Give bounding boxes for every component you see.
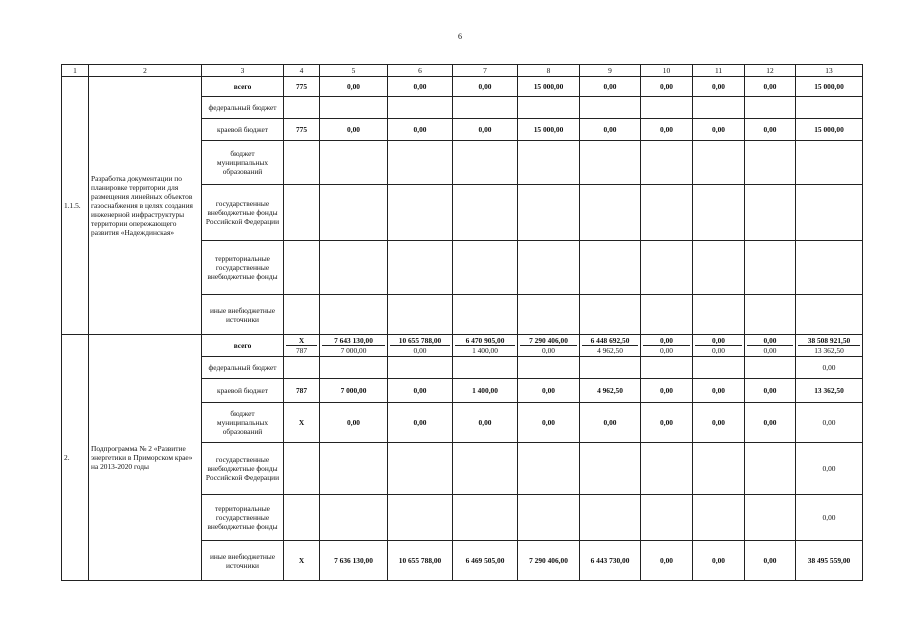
value-cell — [693, 443, 745, 495]
value-cell: 0,00 — [796, 357, 863, 379]
value-cell — [745, 141, 796, 185]
value-cell — [641, 443, 693, 495]
value-cell-split — [745, 335, 796, 357]
value-cell — [320, 443, 388, 495]
value-cell — [693, 241, 745, 295]
value-cell — [518, 357, 580, 379]
value-cell — [518, 185, 580, 241]
value-cell: 0,00 — [388, 119, 453, 141]
value-cell: 0,00 — [693, 119, 745, 141]
value-cell: 0,00 — [388, 77, 453, 97]
value-cell — [518, 443, 580, 495]
value-cell — [284, 141, 320, 185]
value-subtotal: 0,00 — [413, 346, 427, 355]
value-cell — [388, 495, 453, 541]
value-cell — [518, 295, 580, 335]
value-cell — [388, 241, 453, 295]
value-cell — [796, 295, 863, 335]
value-cell: 4 962,50 — [580, 379, 641, 403]
value-cell: 0,00 — [641, 379, 693, 403]
value-cell-split — [796, 335, 863, 357]
value-cell: 0,00 — [580, 403, 641, 443]
value-cell: 0,00 — [641, 77, 693, 97]
table-row — [62, 77, 863, 97]
value-cell: 775 — [284, 77, 320, 97]
value-cell: 0,00 — [796, 443, 863, 495]
value-cell — [693, 141, 745, 185]
value-cell — [641, 495, 693, 541]
value-cell — [453, 295, 518, 335]
column-header: 7 — [453, 65, 518, 77]
value-cell — [693, 295, 745, 335]
funding-source: краевой бюджет — [202, 119, 284, 141]
value-cell — [580, 141, 641, 185]
value-cell-split — [518, 335, 580, 357]
value-cell — [388, 141, 453, 185]
value-cell — [693, 357, 745, 379]
value-subtotal: 787 — [295, 346, 308, 355]
value-cell — [284, 241, 320, 295]
value-total: 6 470 905,00 — [455, 336, 515, 346]
column-header: 1 — [62, 65, 89, 77]
value-cell: 0,00 — [320, 119, 388, 141]
value-cell: 0,00 — [796, 403, 863, 443]
value-cell-split — [284, 335, 320, 357]
value-cell-split — [320, 335, 388, 357]
value-cell — [453, 185, 518, 241]
value-cell: 15 000,00 — [518, 119, 580, 141]
value-cell-split — [641, 335, 693, 357]
value-cell: 0,00 — [320, 77, 388, 97]
value-cell — [320, 97, 388, 119]
value-cell — [320, 141, 388, 185]
column-header: 3 — [202, 65, 284, 77]
value-cell — [796, 97, 863, 119]
column-header: 11 — [693, 65, 745, 77]
value-cell — [580, 97, 641, 119]
funding-source: федеральный бюджет — [202, 357, 284, 379]
value-cell: 13 362,50 — [796, 379, 863, 403]
column-header: 5 — [320, 65, 388, 77]
value-cell: 0,00 — [453, 119, 518, 141]
value-cell — [284, 443, 320, 495]
value-cell — [453, 97, 518, 119]
value-cell: 0,00 — [388, 403, 453, 443]
value-total: 7 290 406,00 — [520, 336, 577, 346]
value-cell: 0,00 — [641, 119, 693, 141]
value-cell — [796, 141, 863, 185]
column-header: 13 — [796, 65, 863, 77]
value-cell: 7 000,00 — [320, 379, 388, 403]
value-total: 0,00 — [643, 336, 690, 346]
value-cell — [580, 495, 641, 541]
value-cell: 787 — [284, 379, 320, 403]
value-cell — [388, 443, 453, 495]
value-subtotal: 0,00 — [763, 346, 777, 355]
value-cell: 775 — [284, 119, 320, 141]
column-header: 4 — [284, 65, 320, 77]
value-subtotal: 0,00 — [542, 346, 555, 355]
value-cell — [580, 357, 641, 379]
value-cell — [453, 495, 518, 541]
value-cell — [453, 141, 518, 185]
value-cell — [580, 241, 641, 295]
value-cell: 0,00 — [580, 119, 641, 141]
value-cell — [641, 357, 693, 379]
value-total: X — [286, 336, 317, 346]
value-subtotal: 0,00 — [660, 346, 673, 355]
value-cell: 0,00 — [693, 379, 745, 403]
program-title: Подпрограмма № 2 «Развитие энергетики в Приморском крае» на 2013-2020 годы — [89, 335, 202, 581]
page-number: 6 — [458, 32, 462, 41]
value-cell — [388, 357, 453, 379]
value-cell — [693, 495, 745, 541]
value-cell — [745, 97, 796, 119]
column-header: 12 — [745, 65, 796, 77]
value-subtotal: 7 000,00 — [340, 346, 367, 355]
funding-source: государственные внебюджетные фонды Российской Федерации — [202, 443, 284, 495]
value-cell — [284, 495, 320, 541]
value-total: 0,00 — [747, 336, 793, 346]
value-cell — [320, 185, 388, 241]
value-cell — [745, 443, 796, 495]
value-cell: 6 443 730,00 — [580, 541, 641, 581]
value-cell — [745, 295, 796, 335]
value-cell — [580, 295, 641, 335]
value-cell-split — [693, 335, 745, 357]
value-cell — [518, 495, 580, 541]
value-cell — [453, 443, 518, 495]
column-header: 8 — [518, 65, 580, 77]
funding-source: федеральный бюджет — [202, 97, 284, 119]
funding-source: иные внебюджетные источники — [202, 295, 284, 335]
value-cell — [796, 185, 863, 241]
value-cell: 38 495 559,00 — [796, 541, 863, 581]
value-cell — [518, 97, 580, 119]
value-total: 6 448 692,50 — [582, 336, 638, 346]
value-cell: 0,00 — [518, 403, 580, 443]
row-position-number: 1.1.5. — [62, 77, 89, 335]
value-cell: 0,00 — [693, 541, 745, 581]
value-cell — [453, 357, 518, 379]
value-cell: 0,00 — [453, 403, 518, 443]
value-cell: 10 655 788,00 — [388, 541, 453, 581]
value-cell-split — [388, 335, 453, 357]
value-cell: 0,00 — [693, 77, 745, 97]
value-cell — [745, 495, 796, 541]
funding-source: краевой бюджет — [202, 379, 284, 403]
value-cell: 0,00 — [693, 403, 745, 443]
program-title: Разработка документации по планировке территории для размещения линейных объектов газоснабжения в целях создания инженерной инфраструктуры территории опережающего развития «Надеждинская» — [89, 77, 202, 335]
value-cell — [641, 185, 693, 241]
value-cell — [518, 141, 580, 185]
funding-source: территориальные государственные внебюджетные фонды — [202, 241, 284, 295]
value-cell: 7 636 130,00 — [320, 541, 388, 581]
value-cell — [284, 185, 320, 241]
value-cell: 15 000,00 — [518, 77, 580, 97]
value-cell: 0,00 — [641, 403, 693, 443]
value-cell-split — [453, 335, 518, 357]
value-cell — [641, 241, 693, 295]
value-cell — [388, 97, 453, 119]
funding-source: всего — [202, 335, 284, 357]
funding-source: территориальные государственные внебюджетные фонды — [202, 495, 284, 541]
funding-source: бюджет муниципальных образований — [202, 141, 284, 185]
value-cell — [796, 241, 863, 295]
table-row — [62, 335, 863, 357]
value-cell: 0,00 — [745, 541, 796, 581]
value-cell — [388, 295, 453, 335]
value-cell: 0,00 — [745, 77, 796, 97]
value-cell — [641, 97, 693, 119]
value-total: 0,00 — [695, 336, 742, 346]
value-cell — [284, 357, 320, 379]
funding-source: всего — [202, 77, 284, 97]
value-cell — [745, 357, 796, 379]
value-cell: 0,00 — [320, 403, 388, 443]
value-total: 38 508 921,50 — [798, 336, 860, 346]
value-cell — [641, 295, 693, 335]
value-subtotal: 13 362,50 — [814, 346, 844, 355]
value-cell — [284, 97, 320, 119]
value-cell — [320, 357, 388, 379]
value-cell: 15 000,00 — [796, 119, 863, 141]
column-header: 10 — [641, 65, 693, 77]
value-cell: 0,00 — [745, 379, 796, 403]
value-cell — [320, 295, 388, 335]
value-cell — [320, 241, 388, 295]
value-cell-split — [580, 335, 641, 357]
budget-table — [61, 64, 863, 581]
row-position-number: 2. — [62, 335, 89, 581]
value-cell — [320, 495, 388, 541]
value-cell — [745, 185, 796, 241]
value-cell — [580, 185, 641, 241]
value-cell: X — [284, 403, 320, 443]
column-header: 6 — [388, 65, 453, 77]
value-cell: 15 000,00 — [796, 77, 863, 97]
column-header: 9 — [580, 65, 641, 77]
value-cell: 6 469 505,00 — [453, 541, 518, 581]
value-cell: 0,00 — [745, 403, 796, 443]
value-cell — [453, 241, 518, 295]
header-row — [62, 65, 863, 77]
value-cell — [693, 97, 745, 119]
value-cell: X — [284, 541, 320, 581]
funding-source: иные внебюджетные источники — [202, 541, 284, 581]
value-cell: 0,00 — [796, 495, 863, 541]
value-cell: 0,00 — [453, 77, 518, 97]
value-subtotal: 4 962,50 — [597, 346, 623, 355]
funding-source: бюджет муниципальных образований — [202, 403, 284, 443]
value-cell — [284, 295, 320, 335]
value-cell — [518, 241, 580, 295]
value-cell: 0,00 — [388, 379, 453, 403]
value-cell — [745, 241, 796, 295]
value-cell — [641, 141, 693, 185]
value-cell: 1 400,00 — [453, 379, 518, 403]
funding-source: государственные внебюджетные фонды Российской Федерации — [202, 185, 284, 241]
value-cell: 7 290 406,00 — [518, 541, 580, 581]
value-cell — [580, 443, 641, 495]
value-cell: 0,00 — [518, 379, 580, 403]
value-subtotal: 0,00 — [712, 346, 725, 355]
value-total: 7 643 130,00 — [322, 336, 385, 346]
value-total: 10 655 788,00 — [390, 336, 450, 346]
value-cell: 0,00 — [641, 541, 693, 581]
value-cell: 0,00 — [580, 77, 641, 97]
value-cell — [693, 185, 745, 241]
value-subtotal: 1 400,00 — [472, 346, 498, 355]
value-cell — [388, 185, 453, 241]
column-header: 2 — [89, 65, 202, 77]
value-cell: 0,00 — [745, 119, 796, 141]
